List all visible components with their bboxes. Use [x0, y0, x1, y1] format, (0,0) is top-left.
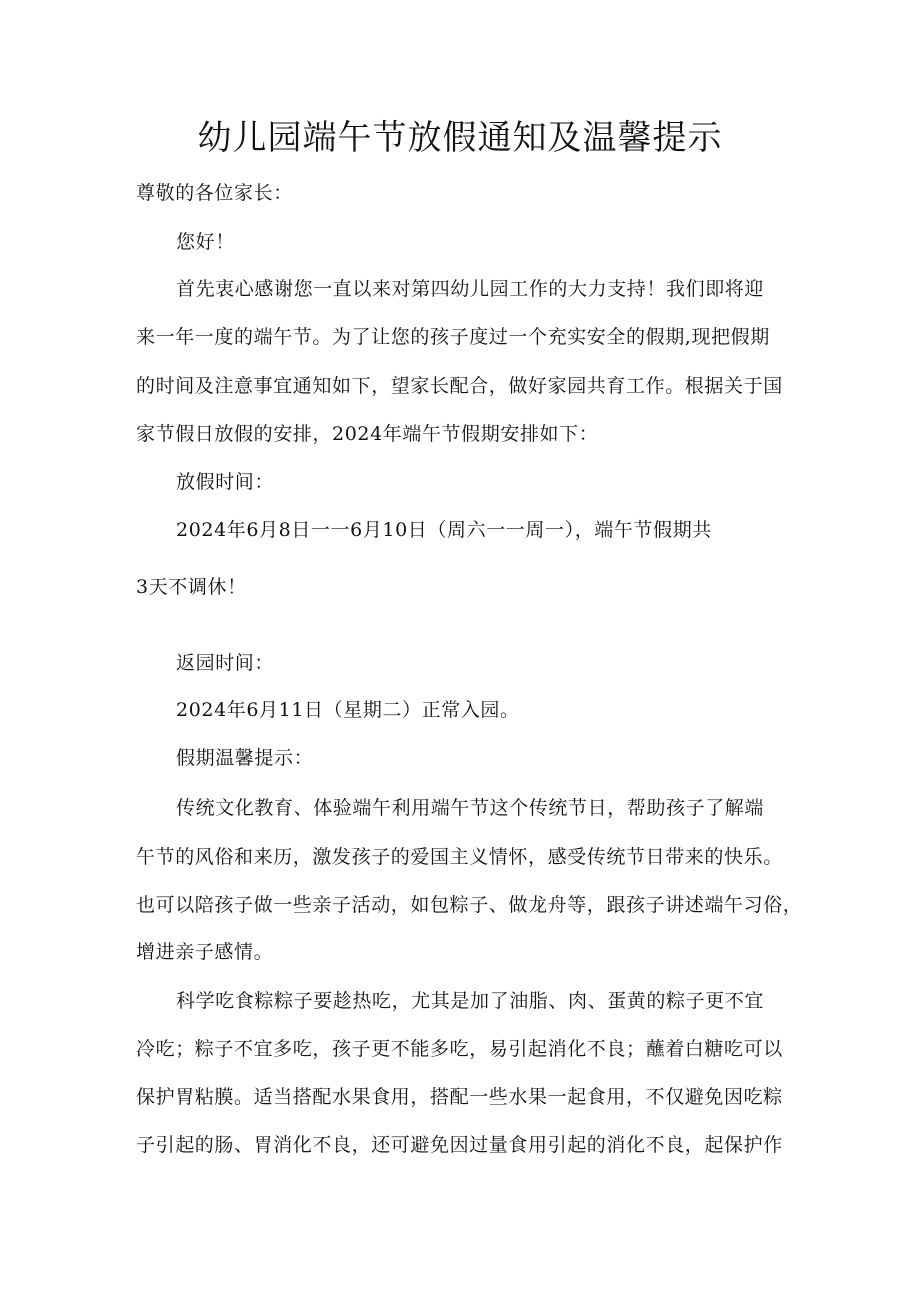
tip-line: 保护胃粘膜。适当搭配水果食用，搭配一些水果一起食用，不仅避免因吃粽 [136, 1086, 783, 1108]
document-title: 幼儿园端午节放假通知及温馨提示 [197, 118, 723, 158]
intro-line: 来一年一度的端午节。为了让您的孩子度过一个充实安全的假期,现把假期 [136, 326, 770, 348]
intro-line: 的时间及注意事宜通知如下，望家长配合，做好家园共育工作。根据关于国 [136, 375, 783, 397]
return-line: 2024年6月11日（星期二）正常入园。 [176, 699, 520, 721]
tip-line: 也可以陪孩子做一些亲子活动，如包粽子、做龙舟等，跟孩子讲述端午习俗， [136, 894, 803, 916]
tip-line: 增进亲子感情。 [136, 941, 274, 963]
return-heading: 返园时间： [176, 652, 275, 674]
holiday-line: 3天不调休！ [136, 576, 247, 598]
tip-line: 传统文化教育、体验端午利用端午节这个传统节日，帮助孩子了解端 [176, 797, 765, 819]
tips-heading: 假期温馨提示： [176, 747, 314, 769]
tip-line: 午节的风俗和来历，激发孩子的爱国主义情怀，感受传统节日带来的快乐。 [136, 846, 783, 868]
intro-line: 首先衷心感谢您一直以来对第四幼儿园工作的大力支持！我们即将迎 [176, 278, 765, 300]
tip-line: 子引起的肠、胃消化不良，还可避免因过量食用引起的消化不良，起保护作 [136, 1134, 783, 1156]
tip-line: 科学吃食粽粽子要趁热吃，尤其是加了油脂、肉、蛋黄的粽子更不宜 [176, 990, 765, 1012]
tip-line: 冷吃；粽子不宜多吃，孩子更不能多吃，易引起消化不良；蘸着白糖吃可以 [136, 1038, 783, 1060]
holiday-line: 2024年6月8日一一6月10日（周六一一周一），端午节假期共 [176, 519, 712, 541]
holiday-heading: 放假时间： [176, 471, 275, 493]
intro-line: 家节假日放假的安排，2024年端午节假期安排如下： [136, 423, 599, 445]
salutation: 尊敬的各位家长： [136, 182, 293, 204]
greeting: 您好！ [176, 231, 235, 253]
